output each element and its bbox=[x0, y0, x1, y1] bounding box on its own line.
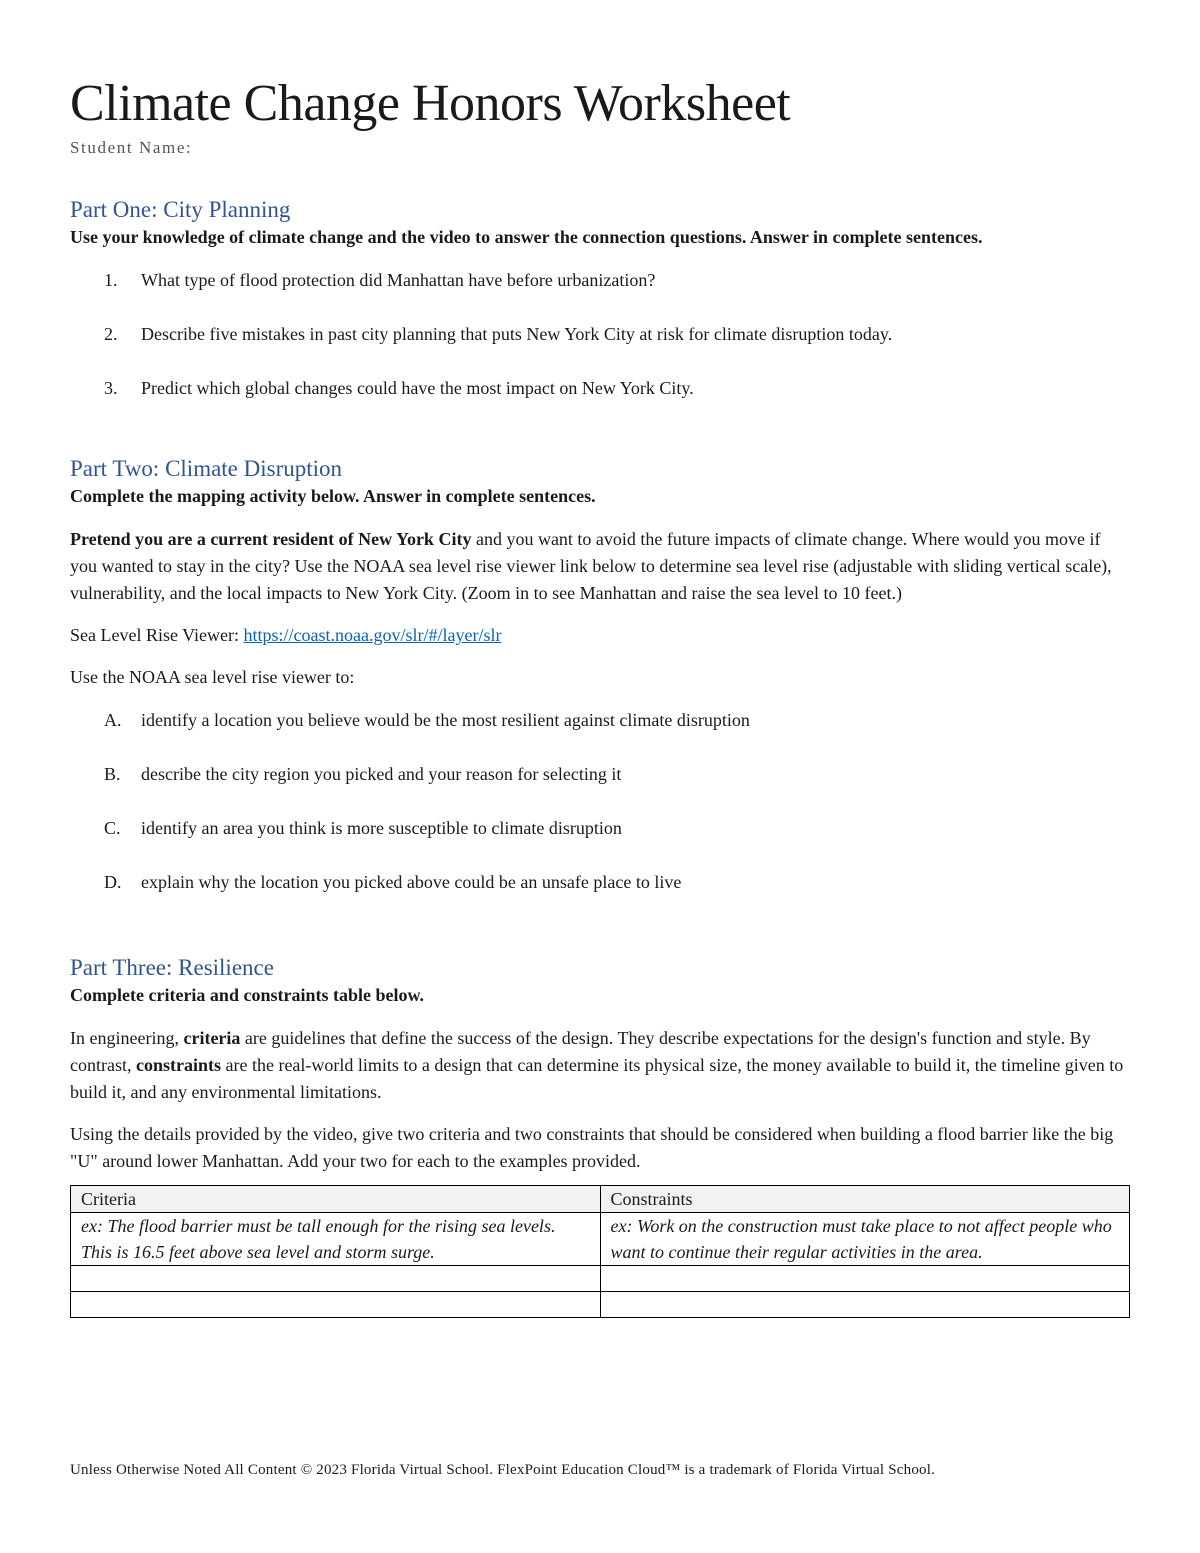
constraints-answer-cell[interactable] bbox=[600, 1292, 1130, 1318]
part-one-instructions: Use your knowledge of climate change and the video to answer the connection questions. Answer in complete sentences. bbox=[70, 227, 983, 247]
criteria-definition-paragraph bbox=[70, 1025, 1130, 1106]
part-two-heading: Part Two: Climate Disruption bbox=[70, 456, 343, 481]
task-c bbox=[70, 815, 1130, 842]
question-number: 1. bbox=[104, 270, 118, 290]
table-row bbox=[71, 1266, 1130, 1292]
task-letter: D. bbox=[104, 872, 122, 892]
question-number: 3. bbox=[104, 378, 118, 398]
para-text: are the real-world limits to a design that can determine its physical size, the money available to build it, the timeline given to build it, and any environmental limitations. bbox=[70, 1055, 1124, 1102]
task-d bbox=[70, 869, 1130, 896]
criteria-constraints-table bbox=[70, 1185, 1130, 1318]
part-one-questions bbox=[70, 267, 1130, 402]
task-letter: A. bbox=[104, 710, 122, 730]
criteria-answer-cell[interactable] bbox=[71, 1266, 601, 1292]
criteria-term: criteria bbox=[183, 1028, 241, 1048]
constraints-header: Constraints bbox=[600, 1186, 1130, 1213]
question-3 bbox=[70, 375, 1130, 402]
page-title: Climate Change Honors Worksheet bbox=[70, 75, 791, 132]
table-header-row bbox=[71, 1186, 1130, 1213]
task-text: identify a location you believe would be the most resilient against climate disruption bbox=[141, 710, 750, 730]
part-three-instructions: Complete criteria and constraints table below. bbox=[70, 985, 424, 1005]
viewer-label: Sea Level Rise Viewer: bbox=[70, 625, 244, 645]
student-name-label: Student Name: bbox=[70, 138, 193, 157]
table-instructions-paragraph: Using the details provided by the video, give two criteria and two constraints that should be considered when building a flood barrier like the big "U" around lower Manhattan. Add your two for each to the examples provided. bbox=[70, 1124, 1114, 1171]
sea-level-viewer-link[interactable]: https://coast.noaa.gov/slr/#/layer/slr bbox=[243, 625, 502, 645]
question-text: Predict which global changes could have the most impact on New York City. bbox=[141, 378, 694, 398]
task-b bbox=[70, 761, 1130, 788]
table-row bbox=[71, 1292, 1130, 1318]
criteria-example: ex: The flood barrier must be tall enough for the rising sea levels. This is 16.5 feet above sea level and storm surge. bbox=[71, 1213, 601, 1266]
question-number: 2. bbox=[104, 324, 118, 344]
constraints-term: constraints bbox=[135, 1055, 221, 1075]
constraints-example: ex: Work on the construction must take place to not affect people who want to continue their regular activities in the area. bbox=[600, 1213, 1130, 1266]
question-text: What type of flood protection did Manhattan have before urbanization? bbox=[141, 270, 656, 290]
para-text: In engineering, bbox=[70, 1028, 184, 1048]
copyright-footer: Unless Otherwise Noted All Content © 2023 Florida Virtual School. FlexPoint Education Cloud™ is a trademark of Florida Virtual School. bbox=[70, 1462, 936, 1478]
part-two-intro bbox=[70, 526, 1130, 607]
worksheet-page bbox=[70, 74, 1130, 1318]
part-two-instructions: Complete the mapping activity below. Answer in complete sentences. bbox=[70, 486, 596, 506]
task-letter: C. bbox=[104, 818, 121, 838]
use-viewer-label: Use the NOAA sea level rise viewer to: bbox=[70, 667, 355, 687]
part-two-tasks bbox=[70, 707, 1130, 896]
intro-bold-text: Pretend you are a current resident of New York City bbox=[70, 529, 472, 549]
question-1 bbox=[70, 267, 1130, 294]
part-one-heading: Part One: City Planning bbox=[70, 197, 291, 222]
criteria-header: Criteria bbox=[71, 1186, 601, 1213]
question-2 bbox=[70, 321, 1130, 348]
criteria-answer-cell[interactable] bbox=[71, 1292, 601, 1318]
intro-text: and you want to avoid the future impacts of climate change. Where would you move if you wanted to stay in the city? Use the NOAA sea level rise viewer link below to determine sea level rise (adjustable with sliding vertical scale), vulnerability, and the local impacts to New York City. (Zoom in to see Manhattan and raise the sea level to 10 feet.) bbox=[70, 529, 1112, 603]
task-text: describe the city region you picked and your reason for selecting it bbox=[141, 764, 622, 784]
task-text: identify an area you think is more susceptible to climate disruption bbox=[141, 818, 622, 838]
task-letter: B. bbox=[104, 764, 121, 784]
task-a bbox=[70, 707, 1130, 734]
para-text: are guidelines that define the success of the design. They describe expectations for the design's function and style. By contrast, bbox=[70, 1028, 1091, 1075]
question-text: Describe five mistakes in past city planning that puts New York City at risk for climate disruption today. bbox=[141, 324, 893, 344]
constraints-answer-cell[interactable] bbox=[600, 1266, 1130, 1292]
task-text: explain why the location you picked above could be an unsafe place to live bbox=[141, 872, 682, 892]
table-row bbox=[71, 1213, 1130, 1266]
sea-level-viewer-line bbox=[70, 622, 1130, 649]
part-three-heading: Part Three: Resilience bbox=[70, 955, 274, 980]
